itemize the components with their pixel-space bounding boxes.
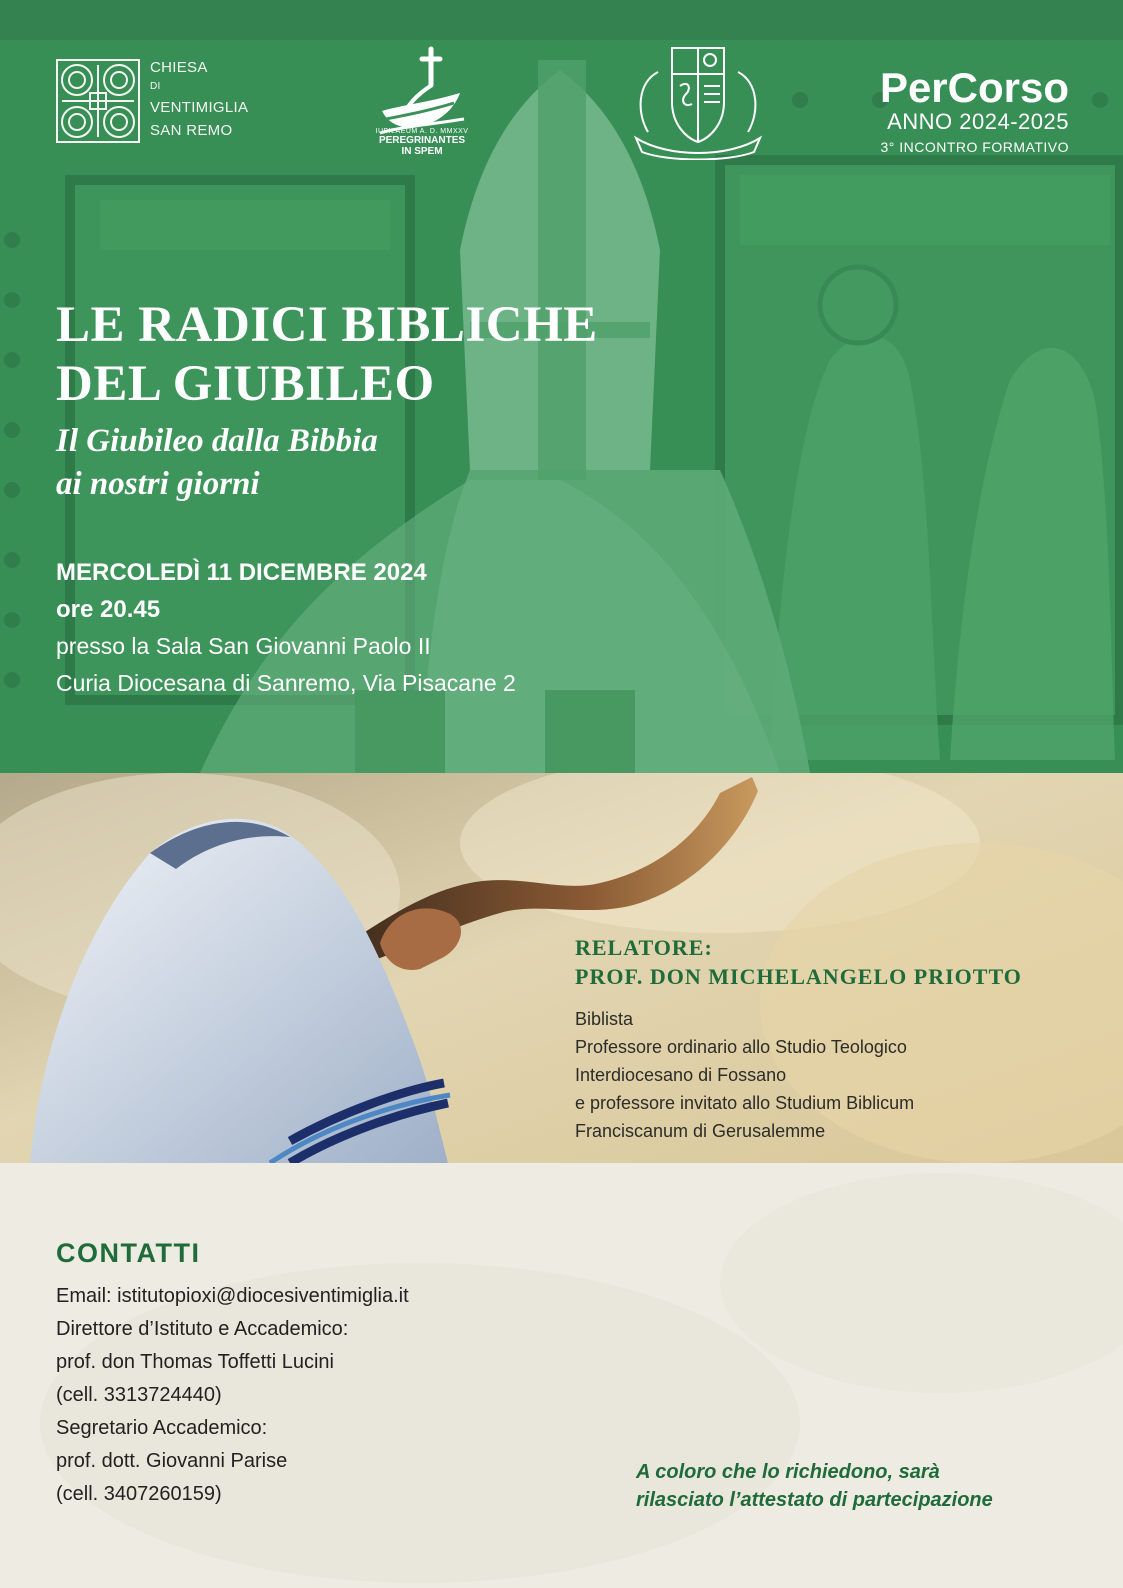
bishop-coat-of-arms-icon xyxy=(628,42,768,160)
speaker-label: RELATORE: xyxy=(575,935,713,960)
contact-email[interactable]: Email: istitutopioxi@diocesiventimiglia.it xyxy=(56,1285,409,1307)
diocese-name xyxy=(150,56,248,142)
jubilee-line-1: IUBILAEUM A. D. MMXXV xyxy=(375,128,469,135)
percorso-name: PerCorso xyxy=(879,64,1069,111)
speaker-info xyxy=(575,933,1022,1145)
event-date: MERCOLEDÌ 11 DICEMBRE 2024 xyxy=(56,559,427,586)
speaker-desc-line-5: Franciscanum di Gerusalemme xyxy=(575,1121,826,1141)
event-location-line-2: Curia Diocesana di Sanremo, Via Pisacane 2 xyxy=(56,670,516,696)
event-title: LE RADICI BIBLICHE DEL GIUBILEO xyxy=(56,297,598,412)
percorso-year: ANNO 2024-2025 xyxy=(887,109,1069,134)
speaker-desc-line-1: Biblista xyxy=(575,1009,634,1029)
event-details xyxy=(56,554,516,702)
contact-director-label: Direttore d’Istituto e Accademico: xyxy=(56,1318,349,1340)
diocese-line-4: SAN REMO xyxy=(150,122,233,139)
diocese-knot-logo-icon xyxy=(56,59,140,143)
diocese-line-1: CHIESA xyxy=(150,59,208,76)
jubilee-line-2: PEREGRINANTES xyxy=(378,135,466,146)
diocese-line-2: DI xyxy=(150,81,161,92)
event-subtitle: Il Giubileo dalla Bibbia ai nostri giorni xyxy=(56,423,378,502)
hero-band xyxy=(0,0,1123,773)
header-logos xyxy=(0,0,1123,180)
contact-secretary-phone: (cell. 3407260159) xyxy=(56,1483,222,1505)
jubilee-logo-text xyxy=(352,128,492,157)
contacts-heading: CONTATTI xyxy=(56,1238,201,1268)
event-location-line-1: presso la Sala San Giovanni Paolo II xyxy=(56,633,431,659)
contact-secretary-label: Segretario Accademico: xyxy=(56,1417,268,1439)
speaker-desc-line-4: e professore invitato allo Studium Biblicum xyxy=(575,1093,915,1113)
percorso-incontro: 3° INCONTRO FORMATIVO xyxy=(880,139,1069,155)
percorso-brand xyxy=(880,66,1069,156)
note-line-2: rilasciato l’attestato di partecipazione xyxy=(636,1489,993,1511)
event-time: ore 20.45 xyxy=(56,596,161,623)
contact-director-name: prof. don Thomas Toffetti Lucini xyxy=(56,1351,334,1373)
speaker-desc-line-2: Professore ordinario allo Studio Teologico xyxy=(575,1037,907,1057)
speaker-description xyxy=(575,1005,1022,1145)
jubilee-line-3: IN SPEM xyxy=(401,146,443,157)
note-line-1: A coloro che lo richiedono, sarà xyxy=(636,1461,940,1483)
contact-secretary-name: prof. dott. Giovanni Parise xyxy=(56,1450,288,1472)
contacts-section xyxy=(56,1236,409,1511)
speaker-desc-line-3: Interdiocesano di Fossano xyxy=(575,1065,787,1085)
contact-director-phone: (cell. 3313724440) xyxy=(56,1384,222,1406)
certificate-note xyxy=(636,1458,993,1514)
speaker-name: PROF. DON MICHELANGELO PRIOTTO xyxy=(575,964,1022,989)
diocese-line-3: VENTIMIGLIA xyxy=(150,99,249,116)
